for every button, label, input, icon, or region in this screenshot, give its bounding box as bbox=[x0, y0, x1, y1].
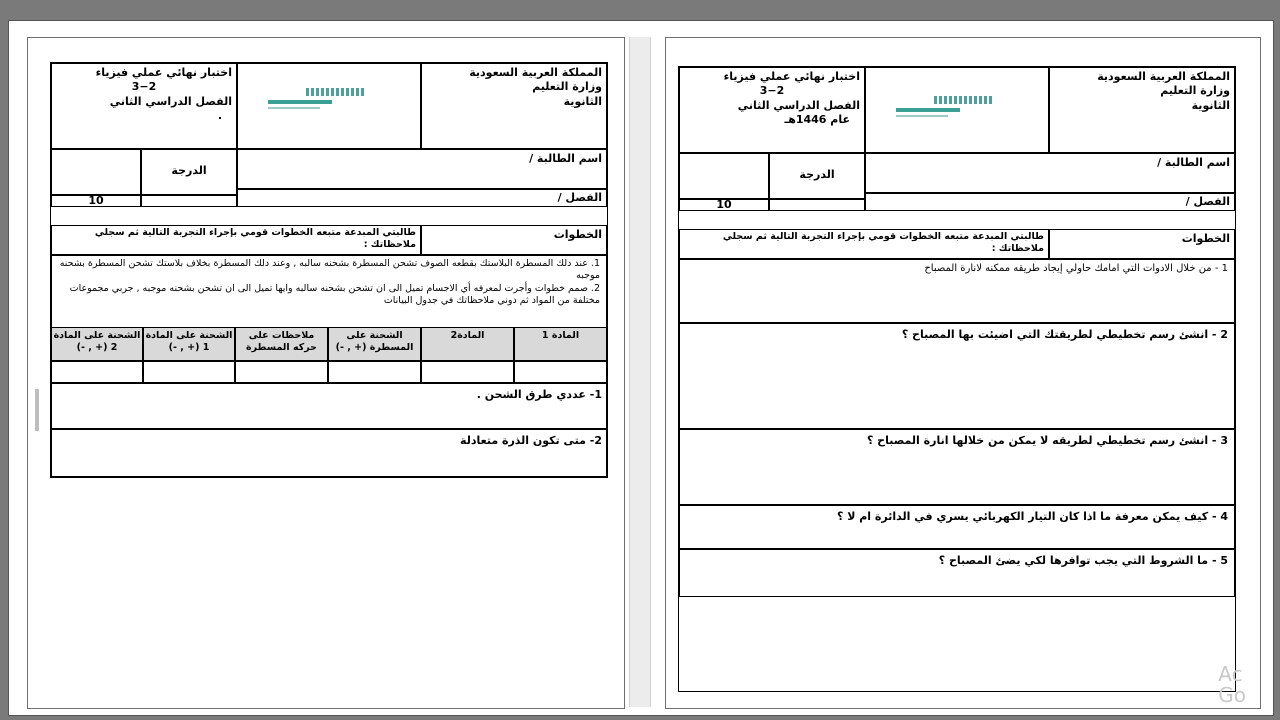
question-2-cell bbox=[679, 323, 1235, 429]
grade-value-cell bbox=[51, 195, 141, 207]
activation-watermark: Ac Go bbox=[1218, 662, 1246, 707]
step-2-text: 2. صمم خطوات وأجرت لمعرفه أي الاجسام تميل الى ان تشحن بشحنه سالبه وايها تميل الى ان تشحن بشحنه موجبه , جربي مجموعات مختلفة من المواد ثم دوني ملاحظاتك في جدول البيانات bbox=[69, 282, 600, 307]
steps-label-cell bbox=[421, 225, 607, 255]
ministry-text: وزارة التعليم bbox=[1160, 84, 1230, 98]
grade-bottom-cell bbox=[141, 195, 237, 207]
student-name-cell bbox=[237, 149, 607, 189]
kingdom-text: المملكة العربية السعودية bbox=[469, 66, 602, 79]
class-label: الفصل / bbox=[1185, 195, 1230, 208]
school-text: الثانوية bbox=[1191, 98, 1230, 112]
page-right bbox=[665, 37, 1261, 709]
steps-label: الخطوات bbox=[553, 228, 602, 241]
page-left bbox=[27, 37, 625, 709]
question-4-cell bbox=[679, 505, 1235, 549]
header-logo-cell bbox=[865, 67, 1049, 153]
exam-sheet-left bbox=[50, 62, 608, 478]
instructions-cell bbox=[51, 225, 421, 255]
table-cell bbox=[421, 361, 514, 383]
student-name-label: اسم الطالبة / bbox=[529, 152, 602, 165]
table-header-charge-2: الشحنة على المادة 2 (+ , -) bbox=[51, 327, 143, 361]
table-cell bbox=[143, 361, 235, 383]
instructions-text: طالبتي المبدعة متبعه الخطوات قومي بإجراء التجربة التالية ثم سجلي ملاحظاتك : bbox=[94, 227, 416, 251]
question-2-text: 2 - انشئ رسم تخطيطي لطريقتك التي اضيئت بها المصباح ؟ bbox=[901, 328, 1228, 341]
student-name-cell bbox=[865, 153, 1235, 193]
header-org-cell bbox=[1049, 67, 1235, 153]
step-1-text: 1. عند دلك المسطرة البلاستك بقطعه الصوف تشحن المسطرة بشحنه سالبه , وعند دلك المسطرة بخلاف بلاستك تشحن المسطرة بشحنه موجبه bbox=[59, 258, 600, 282]
student-name-label: اسم الطالبة / bbox=[1157, 156, 1230, 169]
table-header-material-1: المادة 1 bbox=[514, 327, 607, 361]
table-cell bbox=[328, 361, 421, 383]
table-cell bbox=[51, 361, 143, 383]
exam-sheet-right bbox=[678, 66, 1236, 692]
ministry-text: وزارة التعليم bbox=[532, 80, 602, 94]
table-header-charge-1: الشحنة على المادة 1 (+ , -) bbox=[143, 327, 235, 361]
semester-text: الفصل الدراسي الثاني bbox=[737, 98, 860, 112]
instructions-text: طالبتي المبدعة متبعه الخطوات قومي بإجراء التجربة التالية ثم سجلي ملاحظاتك : bbox=[722, 231, 1044, 255]
question-3-text: 3 - انشئ رسم تخطيطي لطريقه لا يمكن من خلالها انارة المصباح ؟ bbox=[866, 434, 1228, 447]
exam-title: اختبار نهائي عملي فيزياء bbox=[95, 66, 232, 79]
table-header-material-2: المادة2 bbox=[421, 327, 514, 361]
steps-body-cell bbox=[51, 255, 607, 327]
header-logo-cell bbox=[237, 63, 421, 149]
instructions-cell bbox=[679, 229, 1049, 259]
viewer-frame bbox=[8, 20, 1274, 716]
grade-label-cell bbox=[141, 149, 237, 195]
exam-title: اختبار نهائي عملي فيزياء bbox=[723, 70, 860, 83]
question-5-text: 5 - ما الشروط التي يجب توافرها لكي يضئ المصباح ؟ bbox=[938, 554, 1228, 567]
question-1-cell bbox=[679, 259, 1235, 323]
grade-value-cell bbox=[679, 199, 769, 211]
course-code: 3−2 bbox=[759, 84, 785, 98]
question-3-cell bbox=[679, 429, 1235, 505]
grade-label: الدرجة bbox=[171, 164, 207, 177]
question-1-text: 1- عددي طرق الشحن . bbox=[476, 388, 602, 401]
table-header-ruler-notes: ملاحظات على حركه المسطرة bbox=[235, 327, 328, 361]
ministry-logo bbox=[268, 88, 378, 112]
question-5-cell bbox=[679, 549, 1235, 597]
question-1-text: 1 - من خلال الادوات التي امامك حاولي إيجاد طريقه ممكنه لانارة المصباح bbox=[924, 263, 1228, 274]
grade-value: 10 bbox=[716, 199, 732, 211]
question-2-text: 2- متى تكون الذرة متعادلة bbox=[460, 434, 602, 447]
question-4-text: 4 - كيف يمكن معرفة ما اذا كان التيار الكهربائي يسري في الدائرة ام لا ؟ bbox=[837, 510, 1228, 523]
table-header-ruler-charge: الشحنة على المسطرة (+ , -) bbox=[328, 327, 421, 361]
header-org-cell bbox=[421, 63, 607, 149]
grade-value: 10 bbox=[88, 195, 104, 207]
class-cell bbox=[237, 189, 607, 207]
kingdom-text: المملكة العربية السعودية bbox=[1097, 70, 1230, 83]
course-code: 3−2 bbox=[131, 80, 157, 94]
page-gutter bbox=[629, 37, 651, 707]
semester-text: الفصل الدراسي الثاني bbox=[109, 94, 232, 108]
grade-blank-cell bbox=[51, 149, 141, 195]
question-2-cell bbox=[51, 429, 607, 477]
table-cell bbox=[514, 361, 607, 383]
class-label: الفصل / bbox=[557, 191, 602, 204]
class-cell bbox=[865, 193, 1235, 211]
ministry-logo bbox=[896, 96, 1006, 120]
table-cell bbox=[235, 361, 328, 383]
header-exam-cell bbox=[51, 63, 237, 149]
grade-blank-cell bbox=[679, 153, 769, 199]
dot-text: . bbox=[217, 108, 222, 122]
school-text: الثانوية bbox=[563, 94, 602, 108]
question-1-cell bbox=[51, 383, 607, 429]
grade-bottom-cell bbox=[769, 199, 865, 211]
steps-label-cell bbox=[1049, 229, 1235, 259]
header-exam-cell bbox=[679, 67, 865, 153]
year-text: عام 1446هـ bbox=[784, 112, 850, 126]
grade-label-cell bbox=[769, 153, 865, 199]
steps-label: الخطوات bbox=[1181, 232, 1230, 245]
grade-label: الدرجة bbox=[799, 168, 835, 181]
scroll-handle[interactable] bbox=[35, 389, 39, 431]
